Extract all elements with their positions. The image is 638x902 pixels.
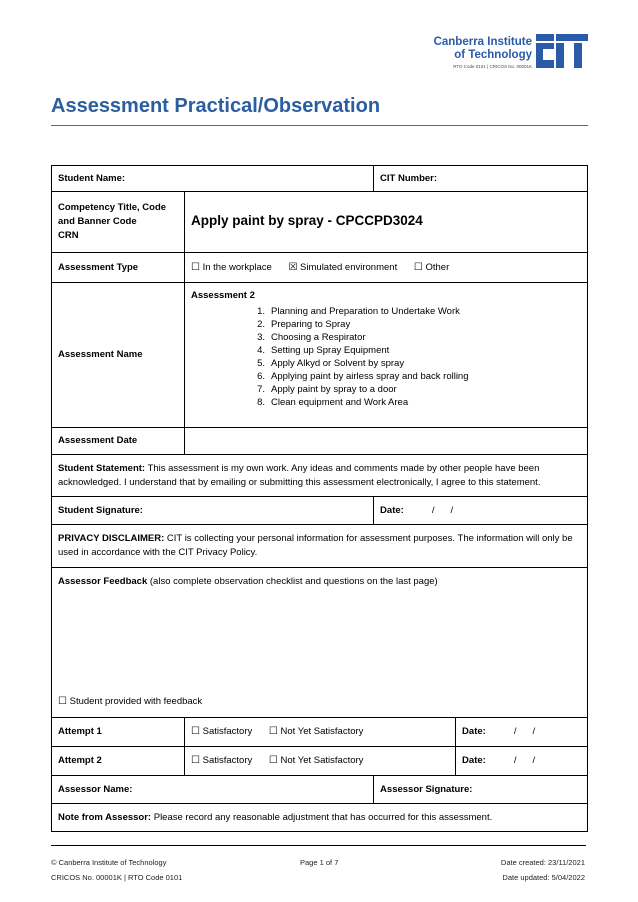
attempt-1-options [185, 718, 456, 747]
competency-value: Apply paint by spray - CPCCPD3024 [191, 213, 423, 228]
list-item: 3. Choosing a Respirator [257, 332, 366, 343]
logo-line-1: Canberra Institute [433, 36, 532, 48]
cit-logo [433, 34, 588, 74]
cit-logo-icon [536, 34, 588, 70]
assessor-feedback-note: (also complete observation checklist and questions on the last page) [149, 576, 438, 587]
feedback-checkbox[interactable]: ☐ [58, 696, 67, 707]
competency-value-cell [185, 192, 588, 253]
assessment-name-label: Assessment Name [52, 283, 185, 428]
student-statement-text: This assessment is my own work. Any ideas and comments made by other people have been acknowledged. I understand that by emailing or submitting this assessment electronically, I agree to this statement. [58, 462, 541, 488]
assessor-feedback-row [52, 568, 588, 718]
logo-text [434, 36, 532, 69]
assessment-heading: Assessment 2 [191, 290, 255, 301]
option-other[interactable] [414, 262, 449, 273]
attempt-1-label: Attempt 1 [52, 718, 185, 747]
privacy-cell [52, 525, 588, 568]
checkbox-workplace[interactable]: ☐ [191, 261, 200, 273]
assessment-date-field[interactable] [185, 428, 588, 455]
attempt-2-not-yet[interactable]: ☐ Not Yet Satisfactory [268, 755, 364, 766]
attempt-1-date-field[interactable]: Date: / / [456, 718, 588, 747]
crn-label: CRN [58, 230, 79, 241]
student-statement-cell [52, 455, 588, 497]
attempt-1-row [52, 718, 588, 747]
footer-page-number: Page 1 of 7 [300, 858, 339, 867]
option-workplace-label: In the workplace [202, 261, 272, 273]
attempt-2-date-field[interactable]: Date: / / [456, 747, 588, 776]
student-name-label: Student Name: [58, 172, 126, 184]
assessment-form [51, 165, 588, 832]
list-item: 8. Clean equipment and Work Area [257, 397, 409, 408]
option-other-label: Other [425, 261, 450, 273]
cit-number-field[interactable] [374, 166, 588, 192]
checkbox-attempt-1-nys[interactable]: ☐ [268, 726, 278, 737]
assessor-note-label: Note from Assessor: [58, 811, 152, 823]
competency-row [52, 192, 588, 253]
privacy-row [52, 525, 588, 568]
assessment-items-list [191, 305, 581, 409]
student-signature-label: Student Signature: [58, 504, 143, 516]
attempt-1-not-yet[interactable]: ☐ Not Yet Satisfactory [268, 726, 364, 737]
checkbox-attempt-2-nys[interactable]: ☐ [268, 755, 278, 766]
student-statement-label: Student Statement: [58, 462, 146, 474]
assessment-type-row [52, 253, 588, 283]
logo-small-text: RTO Code 0101 | CRICOS No. 00001K [453, 64, 532, 69]
list-item: 6. Applying paint by airless spray and back rolling [257, 371, 469, 382]
attempt-2-satisfactory[interactable]: ☐ Satisfactory [191, 755, 253, 766]
assessor-note-field[interactable] [52, 804, 588, 832]
list-item: 5. Apply Alkyd or Solvent by spray [257, 358, 405, 369]
attempt-2-date-label: Date: [462, 755, 486, 766]
student-date-label: Date: [380, 504, 404, 516]
list-item: 1. Planning and Preparation to Undertake Work [257, 306, 460, 317]
footer-copyright: © Canberra Institute of Technology [51, 858, 167, 867]
student-signature-field[interactable] [52, 497, 374, 525]
assessor-row [52, 776, 588, 804]
feedback-provided-label: Student provided with feedback [69, 696, 203, 707]
student-name-field[interactable] [52, 166, 374, 192]
footer-divider [51, 845, 586, 846]
footer-cricos: CRICOS No. 00001K | RTO Code 0101 [51, 873, 183, 882]
list-item: 2. Preparing to Spray [257, 319, 351, 330]
checkbox-other[interactable]: ☐ [413, 261, 423, 273]
option-workplace[interactable] [191, 262, 272, 273]
assessment-name-value [185, 283, 588, 428]
list-item: 7. Apply paint by spray to a door [257, 384, 397, 395]
assessor-name-field[interactable] [52, 776, 374, 804]
footer-date-updated: Date updated: 5/04/2022 [502, 873, 585, 882]
footer-date-created: Date created: 23/11/2021 [500, 858, 585, 867]
student-date-field[interactable]: Date: / / [374, 497, 588, 525]
assessor-signature-label: Assessor Signature: [380, 783, 473, 795]
logo-line-2: of Technology [454, 49, 532, 61]
page-title: Assessment Practical/Observation [51, 95, 381, 117]
assessment-date-label: Assessment Date [52, 428, 185, 455]
attempt-1-date-label: Date: [462, 726, 486, 737]
checkbox-attempt-2-sat[interactable]: ☐ [191, 755, 200, 766]
option-simulated[interactable] [288, 262, 397, 273]
assessor-note-row [52, 804, 588, 832]
attempt-2-label: Attempt 2 [52, 747, 185, 776]
title-underline [51, 125, 588, 126]
student-name-row [52, 166, 588, 192]
checkbox-simulated[interactable]: ☒ [288, 261, 298, 273]
cit-number-label: CIT Number: [380, 172, 438, 184]
assessment-name-row [52, 283, 588, 428]
attempt-1-satisfactory[interactable]: ☐ Satisfactory [191, 726, 253, 737]
privacy-text: CIT is collecting your personal information for assessment purposes. The information will only be used in accordance with the CIT Privacy Policy. [58, 533, 573, 558]
privacy-label: PRIVACY DISCLAIMER: [58, 533, 165, 544]
assessor-name-label: Assessor Name: [58, 783, 133, 795]
attempt-2-row [52, 747, 588, 776]
student-statement-row [52, 455, 588, 497]
assessment-type-options [185, 253, 588, 283]
competency-label: Competency Title, Code and Banner Code [58, 202, 167, 227]
checkbox-attempt-1-sat[interactable]: ☐ [191, 726, 200, 737]
feedback-provided-option[interactable] [58, 695, 202, 709]
attempt-2-options [185, 747, 456, 776]
assessor-note-text: Please record any reasonable adjustment that has occurred for this assessment. [153, 811, 493, 823]
option-simulated-label: Simulated environment [300, 261, 398, 273]
competency-label-cell [52, 192, 185, 253]
assessment-date-row [52, 428, 588, 455]
assessor-feedback-label: Assessor Feedback [58, 576, 148, 587]
student-signature-row [52, 497, 588, 525]
list-item: 4. Setting up Spray Equipment [257, 345, 390, 356]
assessor-signature-field[interactable] [374, 776, 588, 804]
assessor-feedback-field[interactable] [52, 568, 588, 718]
assessment-type-label: Assessment Type [52, 253, 185, 283]
